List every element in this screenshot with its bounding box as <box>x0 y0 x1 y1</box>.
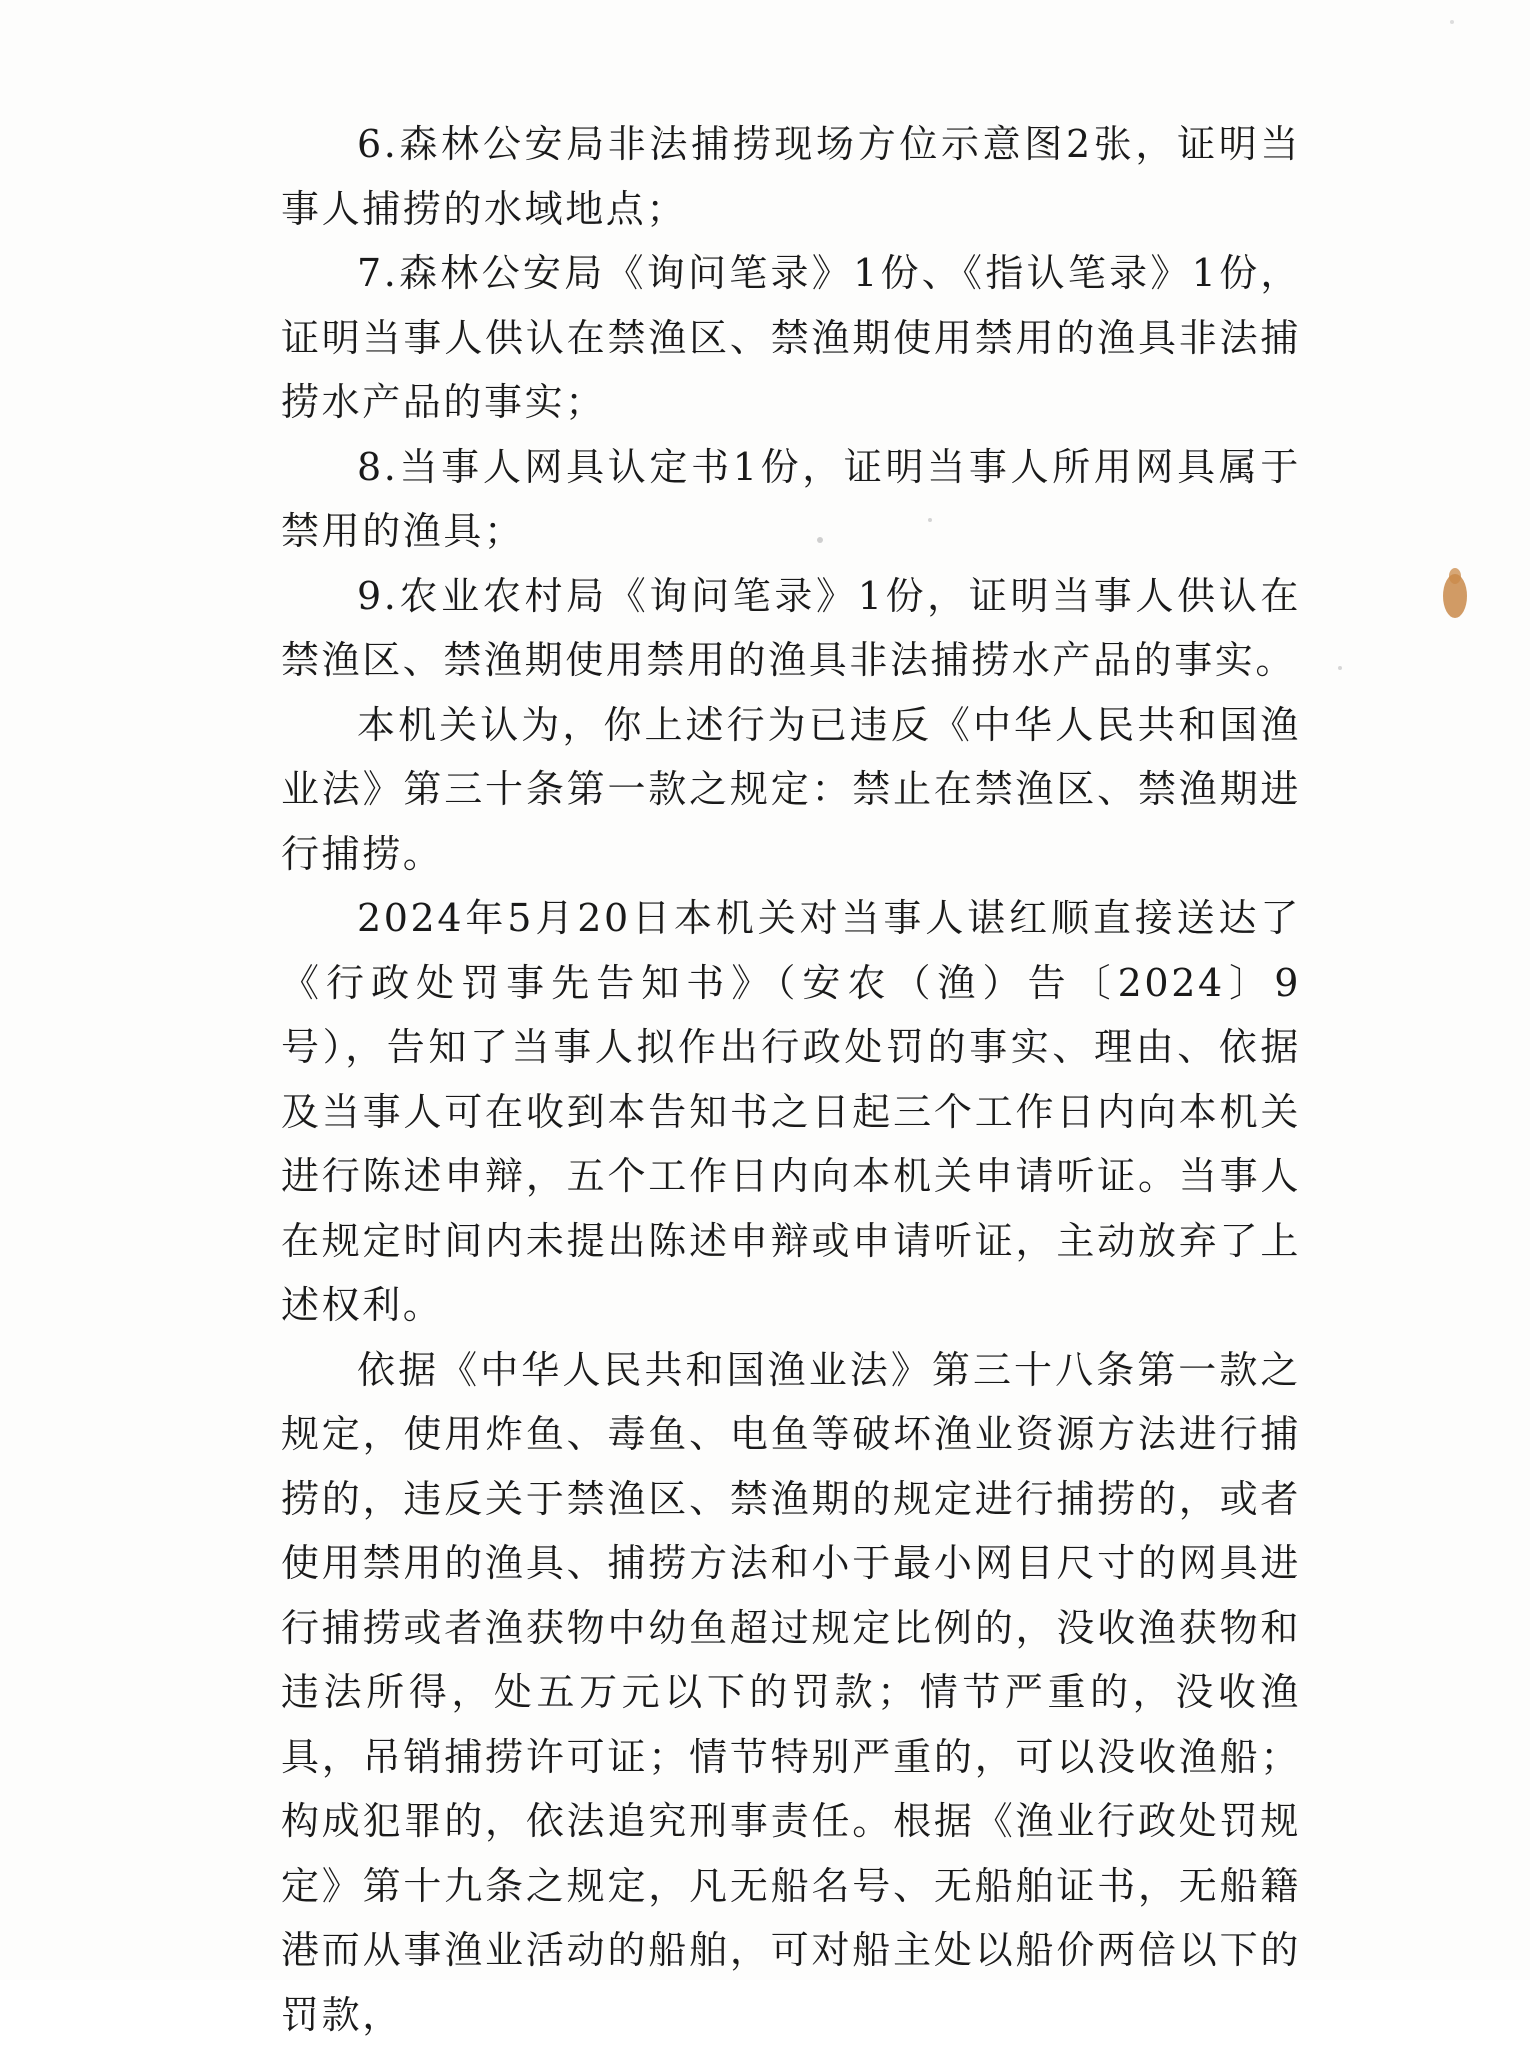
paragraph-evidence-7: 7.森林公安局《询问笔录》1份、《指认笔录》1份，证明当事人供认在禁渔区、禁渔期使用禁用的渔具非法捕捞水产品的事实； <box>281 241 1301 435</box>
stain-mark-top <box>1449 568 1461 584</box>
paragraph-finding: 本机关认为，你上述行为已违反《中华人民共和国渔业法》第三十条第一款之规定：禁止在禁渔区、禁渔期进行捕捞。 <box>281 693 1301 887</box>
scan-speck <box>1338 666 1342 670</box>
paragraph-evidence-8: 8.当事人网具认定书1份，证明当事人所用网具属于禁用的渔具； <box>281 435 1301 564</box>
paragraph-legal-basis: 依据《中华人民共和国渔业法》第三十八条第一款之规定，使用炸鱼、毒鱼、电鱼等破坏渔业资源方法进行捕捞的，违反关于禁渔区、禁渔期的规定进行捕捞的，或者使用禁用的渔具、捕捞方法和小于最小网目尺寸的网具进行捕捞或者渔获物中幼鱼超过规定比例的，没收渔获物和违法所得，处五万元以下的罚款；情节严重的，没收渔具，吊销捕捞许可证；情节特别严重的，可以没收渔船；构成犯罪的，依法追究刑事责任。根据《渔业行政处罚规定》第十九条之规定，凡无船名号、无船舶证书，无船籍港而从事渔业活动的船舶，可对船主处以船价两倍以下的罚款， <box>281 1338 1301 2047</box>
scan-speck <box>1450 20 1454 24</box>
paragraph-notice: 2024年5月20日本机关对当事人谌红顺直接送达了《行政处罚事先告知书》（安农（渔）告〔2024〕9号），告知了当事人拟作出行政处罚的事实、理由、依据及当事人可在收到本告知书之日起三个工作日内向本机关进行陈述申辩，五个工作日内向本机关申请听证。当事人在规定时间内未提出陈述申辩或申请听证，主动放弃了上述权利。 <box>281 886 1301 1338</box>
paragraph-evidence-9: 9.农业农村局《询问笔录》1份，证明当事人供认在禁渔区、禁渔期使用禁用的渔具非法捕捞水产品的事实。 <box>281 564 1301 693</box>
paragraph-evidence-6: 6.森林公安局非法捕捞现场方位示意图2张，证明当事人捕捞的水域地点； <box>281 112 1301 241</box>
document-body <box>281 112 1301 2047</box>
